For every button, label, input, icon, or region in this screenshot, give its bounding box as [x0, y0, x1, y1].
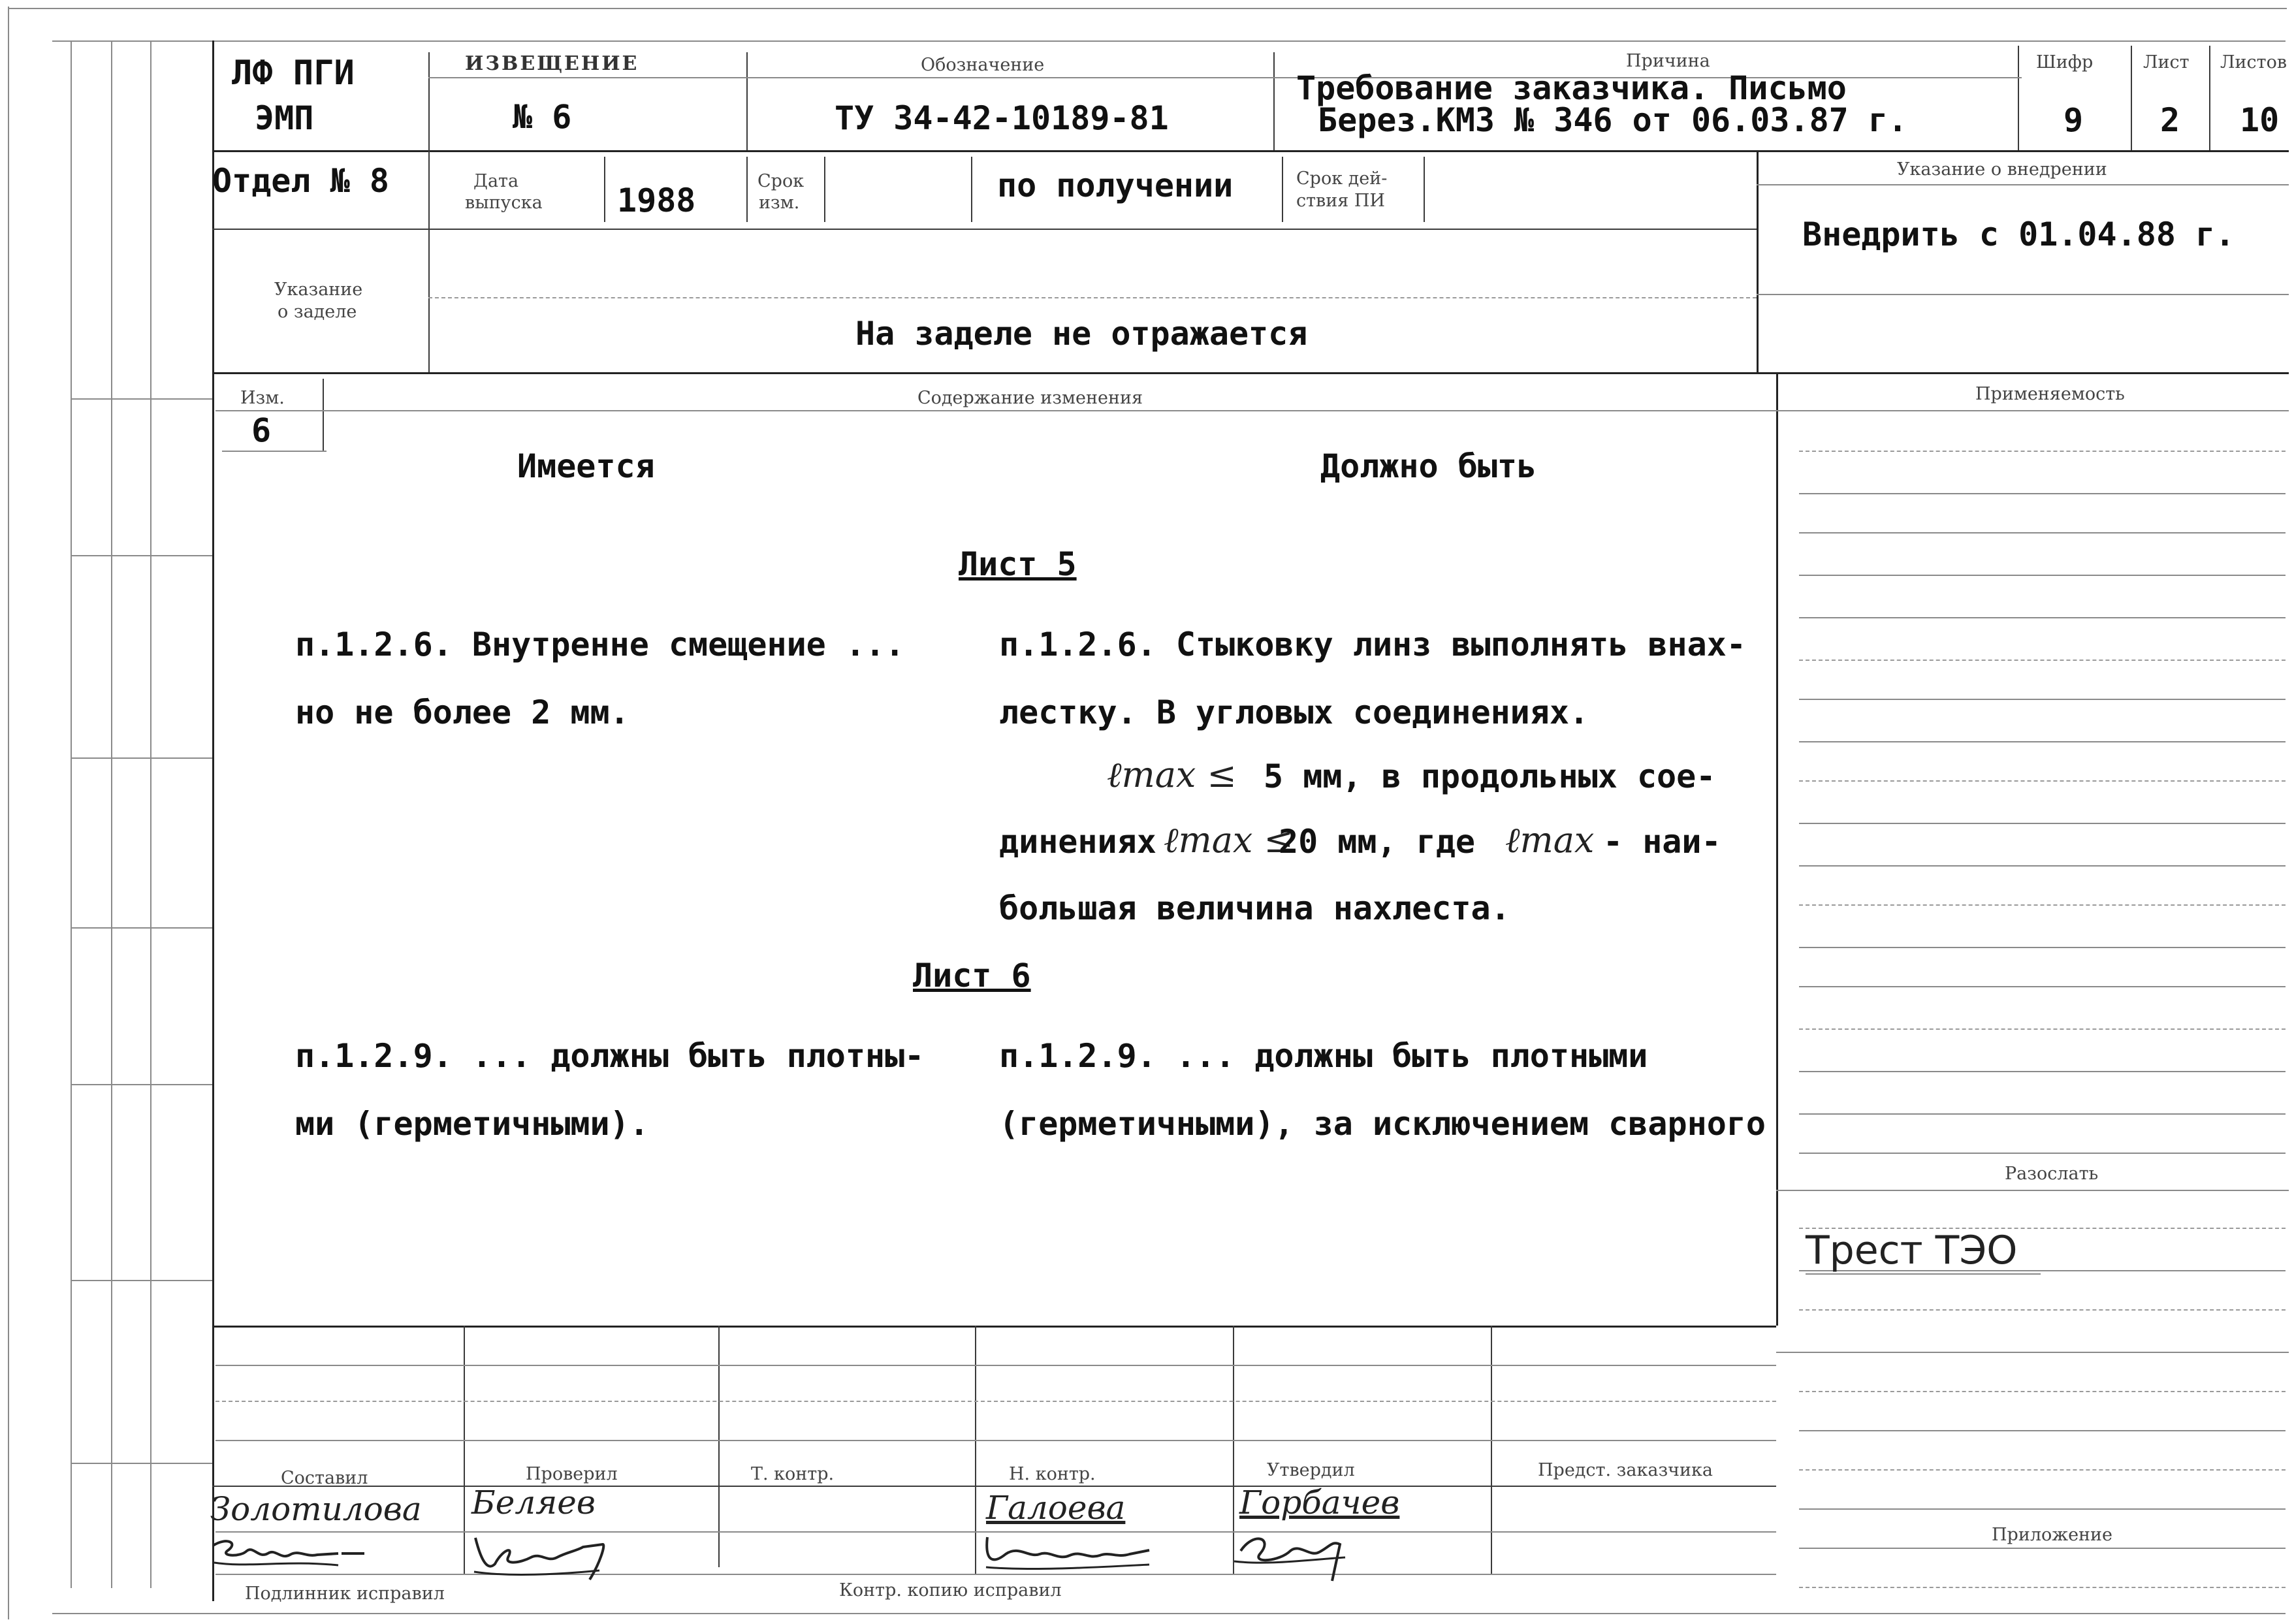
code-value: 9: [2063, 101, 2084, 139]
sheet5-heading: Лист 5: [959, 545, 1077, 583]
applicability-border: [1776, 372, 1778, 1326]
applicability-line: [1799, 741, 2286, 742]
backlog-dash-line: [428, 297, 1757, 298]
frame-top-line: [52, 40, 2286, 42]
applicability-line: [1799, 493, 2286, 494]
sheet6-left-line-1: п.1.2.9. ... должны быть плотны-: [295, 1037, 925, 1075]
sheet-value: 2: [2160, 101, 2180, 139]
distribute-label-line: [1776, 1190, 2289, 1191]
backlog-label-2: о заделе: [278, 302, 357, 322]
validity-label-2: ствия ПИ: [1296, 191, 1385, 211]
header-divider: [2131, 46, 2132, 150]
customer-label: Предст. заказчика: [1538, 1460, 1713, 1480]
lmax-symbol: ℓmax: [1505, 820, 1595, 861]
header-divider: [2209, 46, 2210, 150]
margin-tick: [71, 1463, 212, 1464]
org-line-2: ЭМП: [255, 99, 314, 137]
approved-name: Горбачев: [1239, 1484, 1400, 1521]
notice-label: ИЗВЕЩЕНИЕ: [465, 52, 639, 75]
ncontrol-label: Н. контр.: [1009, 1464, 1096, 1484]
notice-number: № 6: [513, 98, 572, 136]
reason-label: Причина: [1626, 51, 1710, 71]
approved-label: Утвердил: [1267, 1460, 1355, 1480]
applicability-line: [1799, 1113, 2286, 1115]
change-number-underline: [222, 451, 327, 452]
applicability-line: [1799, 1153, 2286, 1154]
row2-bottom-line: [212, 229, 1757, 230]
change-number-divider: [323, 379, 324, 451]
impl-line: [1757, 294, 2289, 295]
sheet6-right-line-1: п.1.2.9. ... должны быть плотными: [999, 1037, 1648, 1075]
row2-divider: [971, 157, 972, 222]
applicability-line: [1799, 451, 2286, 452]
margin-tick: [71, 555, 212, 556]
applicability-line: [1799, 699, 2286, 700]
lmax-formula: ℓmax ≤: [1164, 820, 1294, 861]
appendix-label: Приложение: [1992, 1525, 2113, 1545]
distribute-line: [1776, 1352, 2289, 1353]
distribute-line: [1799, 1508, 2286, 1510]
row2-divider: [824, 157, 825, 222]
impl-label-line: [1757, 184, 2289, 185]
margin-strip-1: [71, 40, 72, 1588]
margin-tick: [71, 927, 212, 929]
sheet5-right-line-2: лестку. В угловых соединениях.: [999, 693, 1589, 731]
margin-tick: [71, 1280, 212, 1281]
sheet6-left-line-2: ми (герметичными).: [295, 1105, 649, 1143]
applicability-line: [1799, 575, 2286, 576]
content-label-line: [215, 410, 1776, 411]
change-number: 6: [251, 411, 272, 449]
issue-date-label-2: выпуска: [465, 193, 543, 213]
row2-divider: [604, 157, 605, 222]
distribute-label: Разослать: [2005, 1164, 2099, 1184]
applicability-line: [1799, 865, 2286, 867]
validity-label-1: Срок дей-: [1296, 168, 1388, 189]
header-divider: [746, 52, 748, 150]
header-divider: [1273, 52, 1275, 150]
applicability-label: Применяемость: [1975, 384, 2125, 404]
compiled-signature: [208, 1531, 371, 1577]
change-label: Изм.: [240, 388, 285, 408]
row2-divider: [1282, 157, 1283, 222]
footer-divider: [975, 1326, 976, 1574]
sheets-label: Листов: [2220, 52, 2287, 72]
applicability-line: [1799, 1071, 2286, 1072]
compiled-name: Золотилова: [210, 1490, 422, 1528]
applicability-line: [1799, 532, 2286, 533]
right-panel-border: [1757, 150, 1759, 372]
deadline-label-1: Срок: [757, 171, 804, 191]
backlog-divider: [428, 229, 430, 372]
sheet5-right-line-4a: динениях: [999, 823, 1156, 861]
distribute-value: Трест ТЭО: [1806, 1228, 2018, 1273]
applicability-line: [1799, 617, 2286, 618]
tcontrol-label: Т. контр.: [751, 1464, 835, 1484]
sheet5-right-line-4e: - наи-: [1603, 823, 1721, 861]
distribute-value-underline: [1806, 1273, 2041, 1275]
frame-left-line: [212, 40, 214, 1601]
deadline-label-2: изм.: [759, 193, 800, 213]
page-bottom-line: [52, 1613, 2286, 1614]
page-border-left: [8, 7, 9, 1619]
column-left-heading: Имеется: [517, 447, 655, 485]
ncontrol-name: Галоева: [986, 1489, 1126, 1527]
code-label: Шифр: [2036, 52, 2094, 72]
row2-divider: [746, 157, 748, 222]
row2-divider: [1424, 157, 1425, 222]
applicability-line: [1799, 986, 2286, 987]
backlog-bottom-line: [212, 372, 2289, 374]
sheet5-right-line-3: 5 мм, в продольных сое-: [1264, 757, 1716, 795]
page-border-top: [8, 8, 2287, 9]
distribute-line: [1799, 1391, 2286, 1392]
applicability-line: [1776, 410, 2289, 411]
sheet5-left-line-2: но не более 2 мм.: [295, 693, 629, 731]
appendix-line: [1799, 1548, 2286, 1549]
applicability-line: [1799, 660, 2286, 661]
footer-line: [215, 1574, 1776, 1575]
distribute-line: [1799, 1309, 2286, 1311]
margin-tick: [71, 1084, 212, 1085]
sheet5-right-line-1: п.1.2.6. Стыковку линз выполнять внах-: [999, 626, 1746, 663]
implementation-label: Указание о внедрении: [1897, 159, 2107, 180]
footer-label-line: [212, 1486, 1776, 1487]
checked-signature: [469, 1525, 626, 1584]
backlog-value: На заделе не отражается: [855, 315, 1308, 353]
distribute-line: [1799, 1430, 2286, 1431]
approved-signature: [1228, 1525, 1378, 1584]
header-bottom-line: [212, 150, 2289, 152]
applicability-line: [1799, 904, 2286, 906]
deadline-value: по получении: [997, 167, 1234, 204]
reason-line-1: Требование заказчика. Письмо: [1296, 69, 1847, 107]
designation-value: ТУ 34-42-10189-81: [835, 99, 1169, 137]
issue-date-label-1: Дата: [473, 171, 519, 191]
footer-divider: [1491, 1326, 1492, 1574]
content-bottom-line: [212, 1326, 1776, 1328]
lmax-formula: ℓmax ≤: [1107, 754, 1237, 795]
sheets-value: 10: [2240, 101, 2280, 139]
compiled-label: Составил: [281, 1468, 368, 1488]
row2-divider: [428, 150, 430, 229]
designation-label: Обозначение: [921, 55, 1045, 75]
sheet-label: Лист: [2143, 52, 2190, 72]
implementation-value: Внедрить с 01.04.88 г.: [1802, 215, 2235, 253]
copy-fixed-label: Контр. копию исправил: [839, 1580, 1062, 1600]
department: Отдел № 8: [212, 162, 389, 200]
original-fixed-label: Подлинник исправил: [245, 1584, 445, 1604]
margin-strip-2: [111, 40, 112, 1588]
reason-line-2: Берез.КМЗ № 346 от 06.03.87 г.: [1318, 101, 1908, 139]
header-divider: [2018, 46, 2019, 150]
column-right-heading: Должно быть: [1320, 447, 1537, 485]
footer-divider: [464, 1326, 465, 1574]
applicability-line: [1799, 823, 2286, 824]
checked-label: Проверил: [526, 1464, 618, 1484]
ncontrol-signature: [980, 1528, 1162, 1574]
applicability-line: [1799, 947, 2286, 948]
footer-line: [215, 1440, 1776, 1441]
margin-tick: [71, 398, 212, 400]
issue-date-value: 1988: [617, 182, 696, 219]
appendix-line: [1799, 1587, 2286, 1588]
sheet5-right-line-4c: 20 мм, где: [1279, 823, 1476, 861]
footer-line: [215, 1401, 1776, 1402]
header-divider: [428, 52, 430, 150]
backlog-label-1: Указание: [274, 279, 363, 300]
applicability-line: [1799, 1028, 2286, 1030]
margin-strip-3: [150, 40, 151, 1588]
sheet6-heading: Лист 6: [913, 957, 1031, 995]
sheet5-left-line-1: п.1.2.6. Внутренне смещение ...: [295, 626, 905, 663]
applicability-line: [1799, 780, 2286, 782]
distribute-line: [1799, 1469, 2286, 1471]
sheet5-right-line-5: большая величина нахлеста.: [999, 889, 1510, 927]
sheet6-right-line-2: (герметичными), за исключением сварного: [999, 1105, 1766, 1143]
checked-name: Беляев: [471, 1484, 596, 1521]
content-label: Содержание изменения: [917, 388, 1143, 408]
footer-line: [215, 1365, 1776, 1366]
margin-tick: [71, 757, 212, 759]
org-line-1: ЛФ ПГИ: [232, 54, 355, 93]
